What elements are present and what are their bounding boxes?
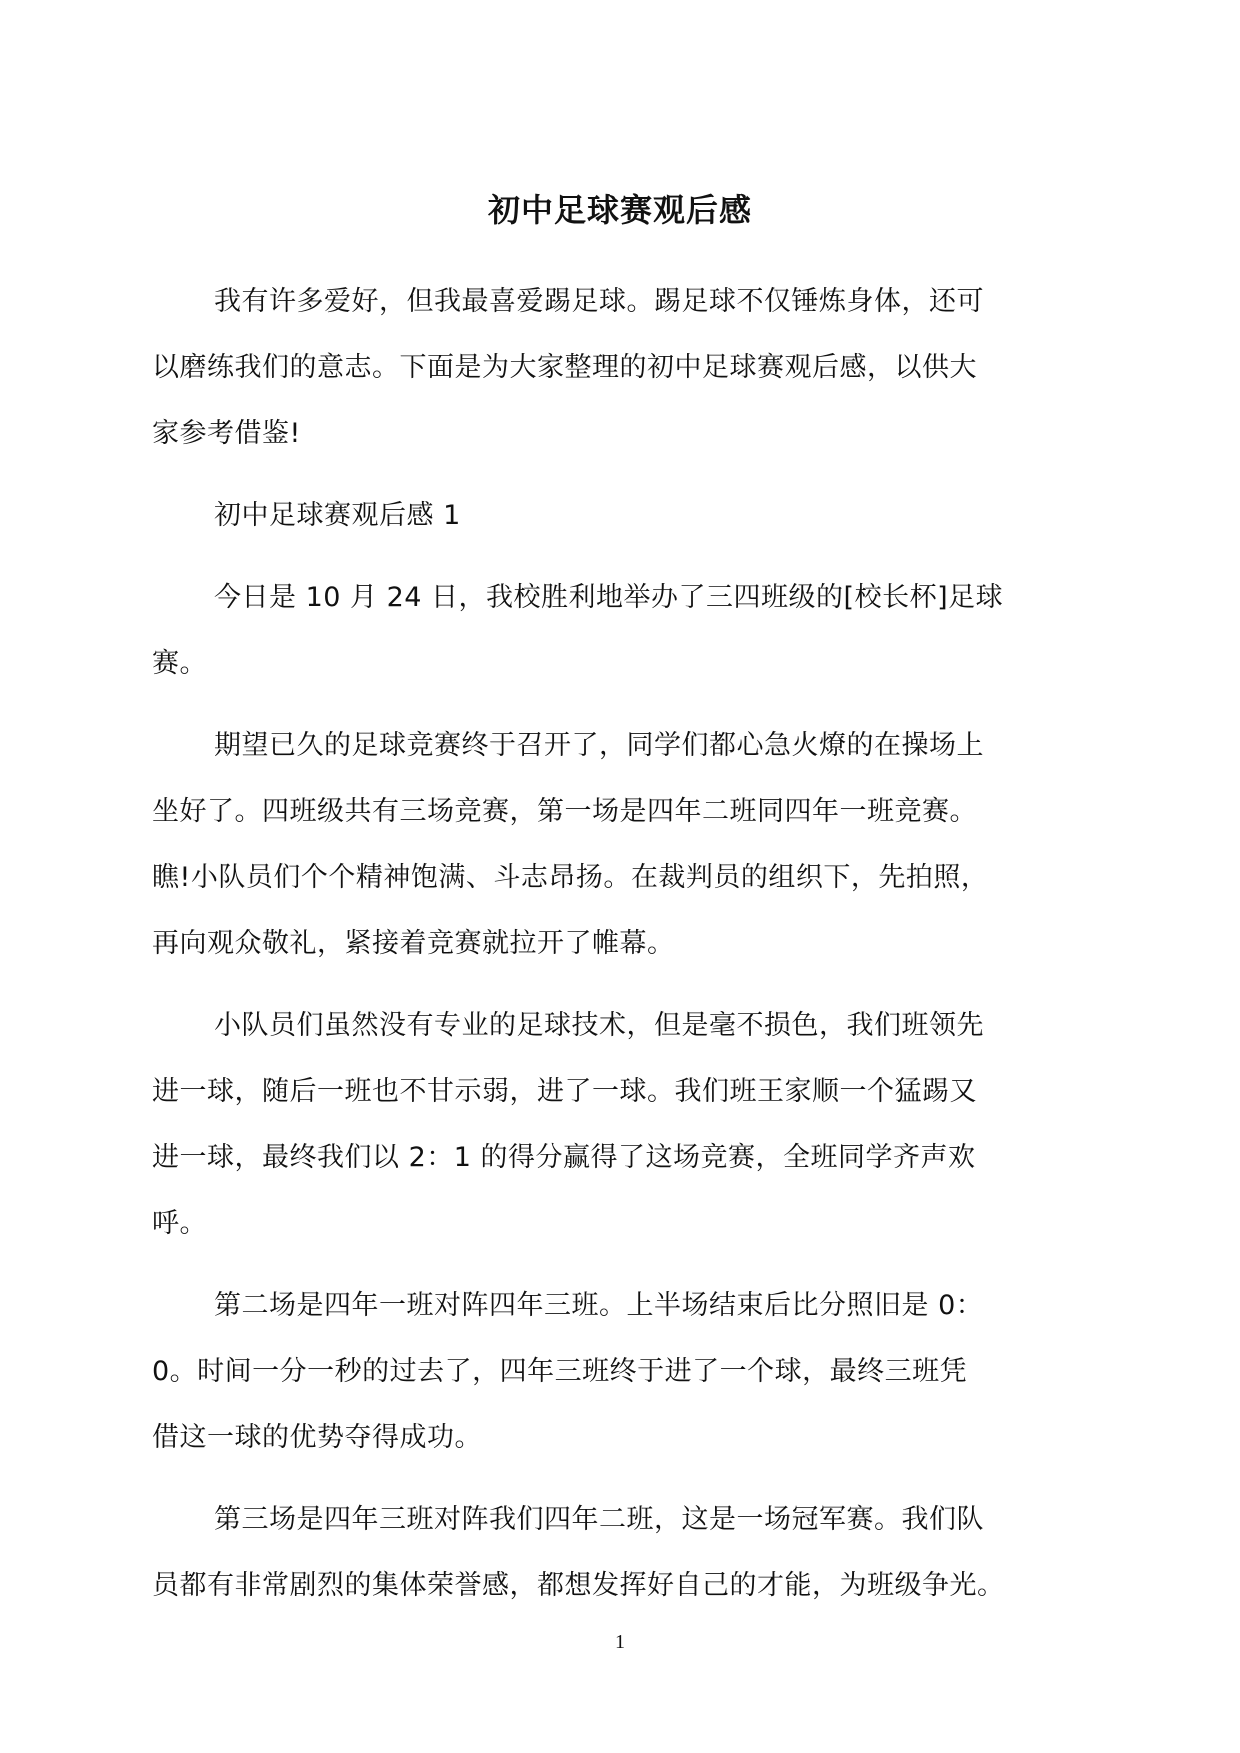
text-line: 以磨练我们的意志。下面是为大家整理的初中足球赛观后感，以供大 xyxy=(152,352,977,383)
text-line: 进一球，最终我们以 2：1 的得分赢得了这场竞赛，全班同学齐声欢 xyxy=(152,1142,976,1173)
text-line: 进一球，随后一班也不甘示弱，进了一球。我们班王家顺一个猛踢又 xyxy=(152,1076,977,1107)
text-line: 第三场是四年三班对阵我们四年二班，这是一场冠军赛。我们队 xyxy=(214,1504,984,1535)
text-line: 瞧!小队员们个个精神饱满、斗志昂扬。在裁判员的组织下，先拍照， xyxy=(152,862,989,893)
text-line: 坐好了。四班级共有三场竞赛，第一场是四年二班同四年一班竞赛。 xyxy=(152,796,977,827)
document-title: 初中足球赛观后感 xyxy=(487,191,752,229)
text-line: 家参考借鉴! xyxy=(152,418,301,449)
text-line: 借这一球的优势夺得成功。 xyxy=(152,1422,482,1453)
text-line: 今日是 10 月 24 日，我校胜利地举办了三四班级的[校长杯]足球 xyxy=(214,582,1004,613)
text-line: 我有许多爱好，但我最喜爱踢足球。踢足球不仅锤炼身体，还可 xyxy=(214,286,984,317)
text-line: 员都有非常剧烈的集体荣誉感，都想发挥好自己的才能，为班级争光。 xyxy=(152,1570,1005,1601)
text-line: 再向观众敬礼，紧接着竞赛就拉开了帷幕。 xyxy=(152,928,675,959)
page-number: 1 xyxy=(615,1631,625,1653)
text-line: 赛。 xyxy=(152,648,207,679)
text-line: 第二场是四年一班对阵四年三班。上半场结束后比分照旧是 0： xyxy=(214,1290,984,1321)
text-line: 呼。 xyxy=(152,1208,207,1239)
text-line: 初中足球赛观后感 1 xyxy=(214,500,461,531)
text-line: 0。时间一分一秒的过去了，四年三班终于进了一个球，最终三班凭 xyxy=(152,1356,968,1387)
text-line: 期望已久的足球竞赛终于召开了，同学们都心急火燎的在操场上 xyxy=(214,730,984,761)
text-line: 小队员们虽然没有专业的足球技术，但是毫不损色，我们班领先 xyxy=(214,1010,984,1041)
